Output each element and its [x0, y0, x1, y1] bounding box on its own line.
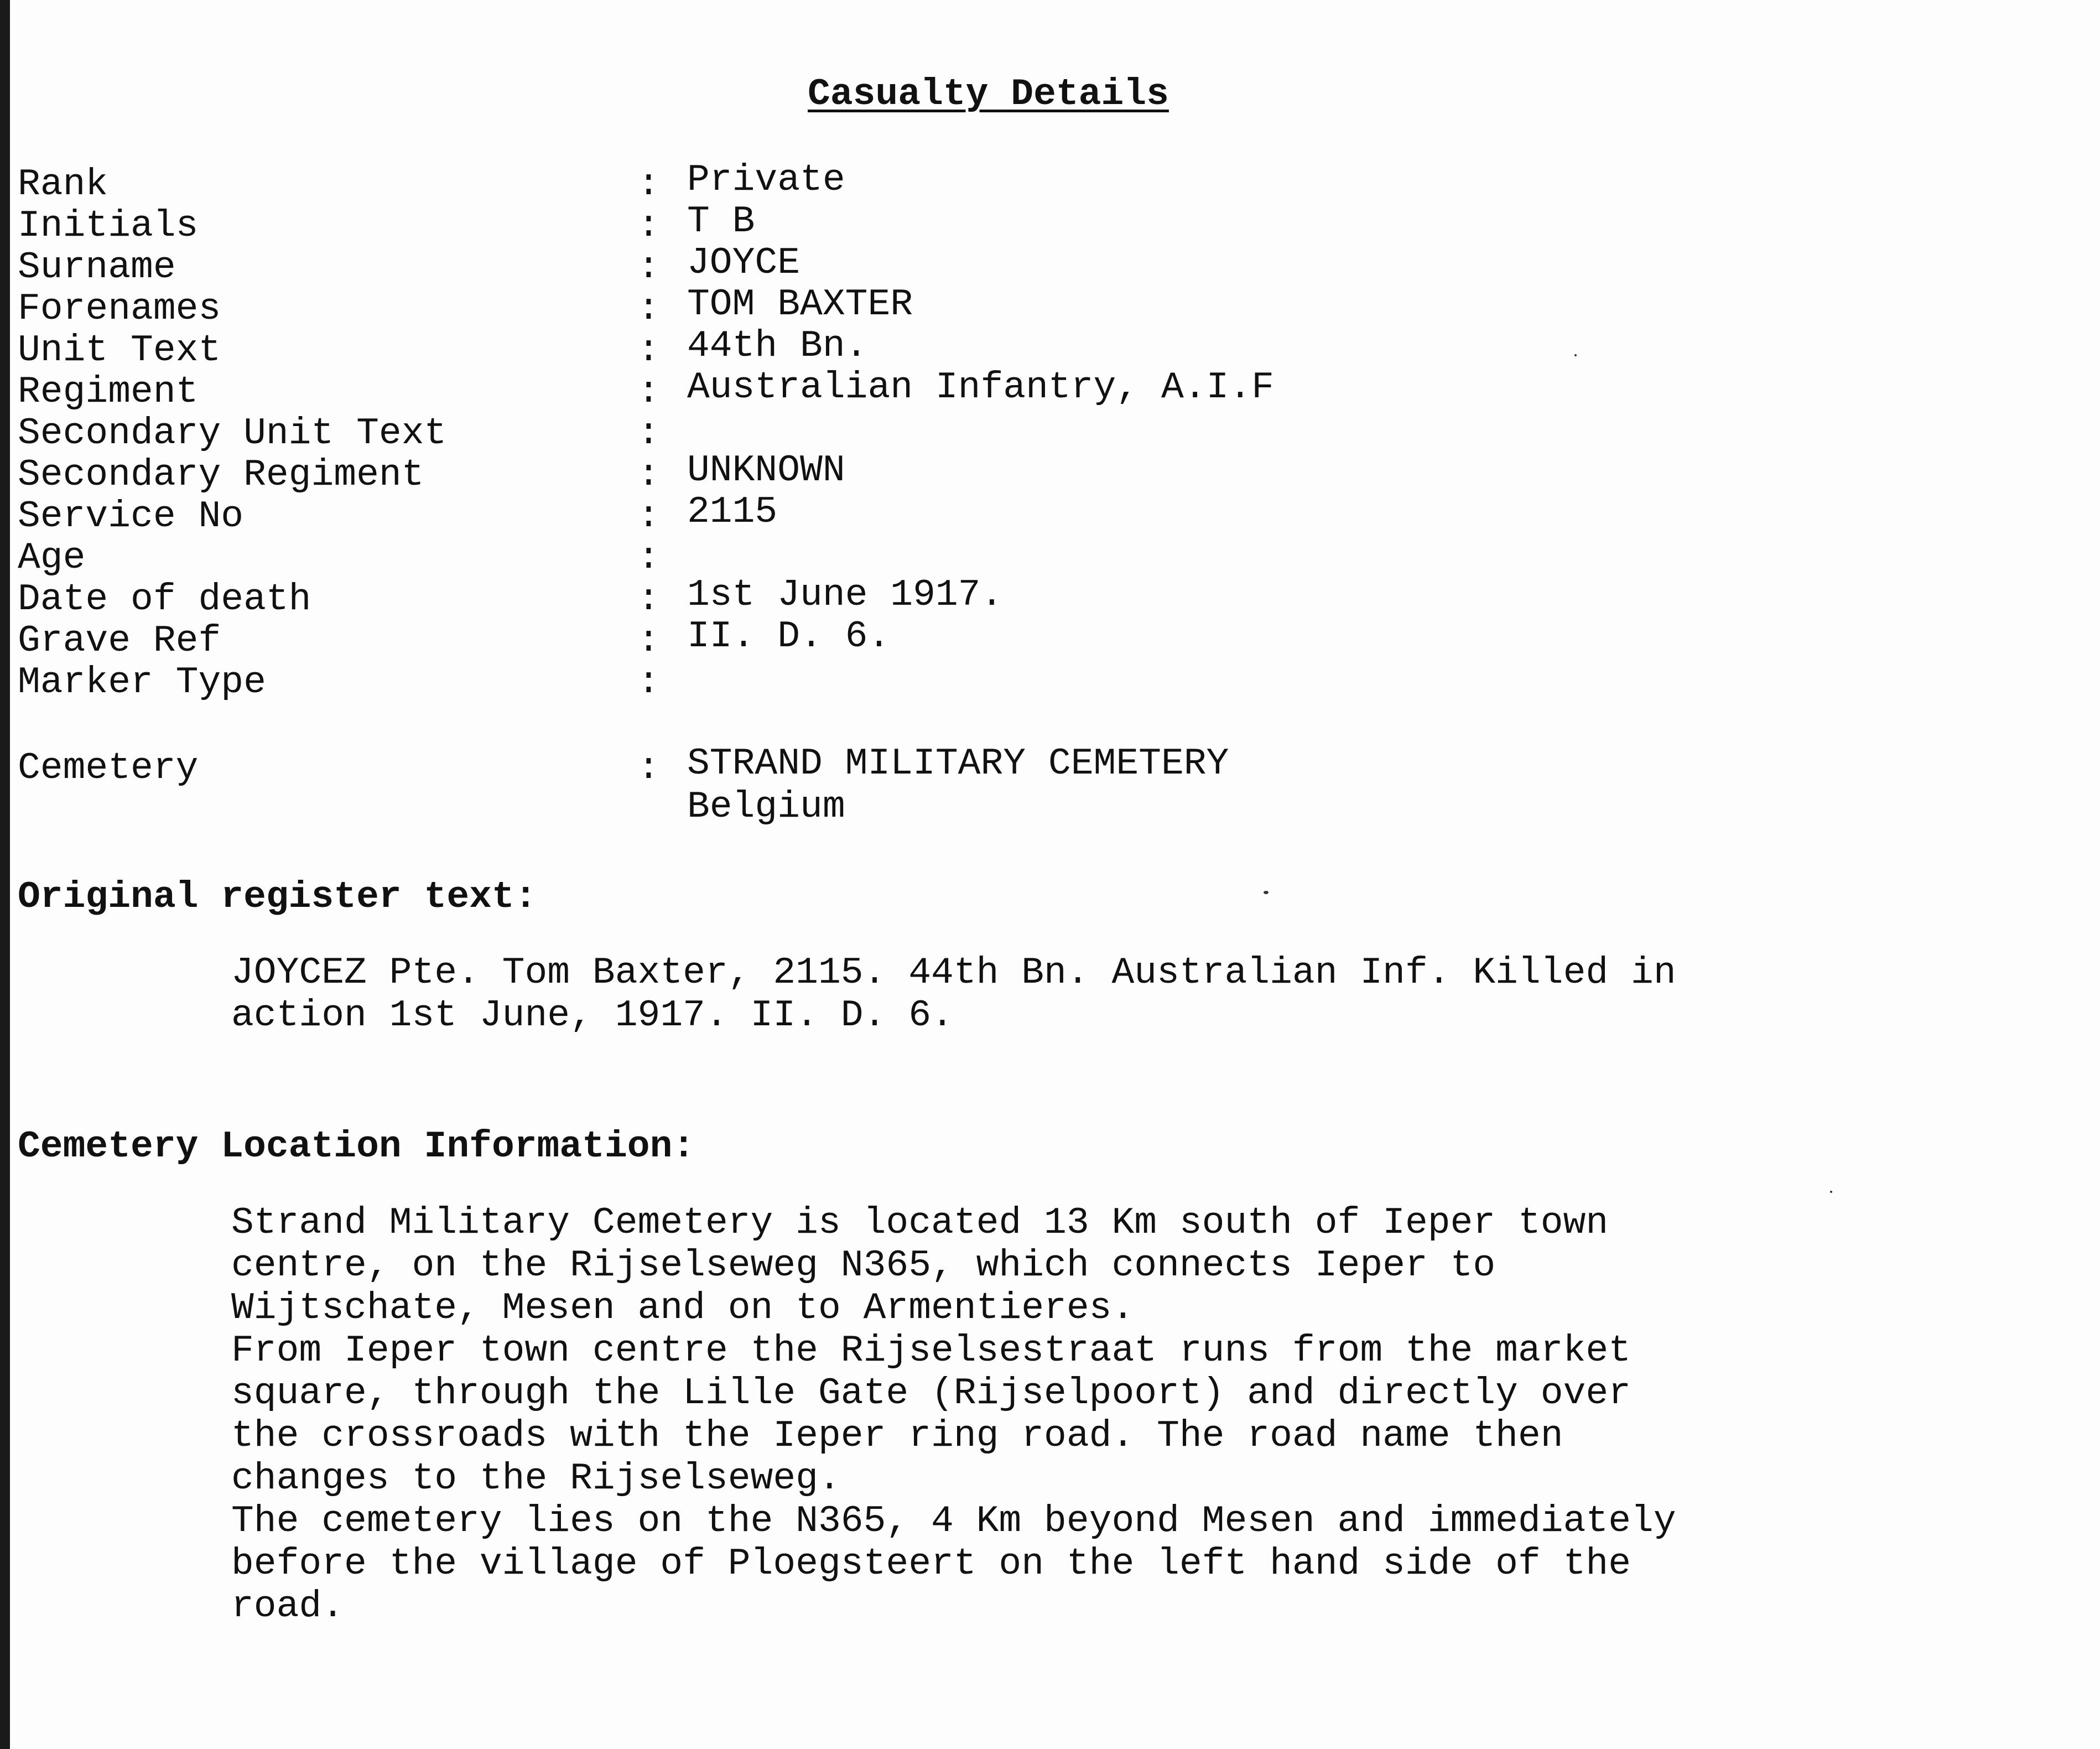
register-line: JOYCEZ Pte. Tom Baxter, 2115. 44th Bn. Australian Inf. Killed in: [231, 952, 1676, 994]
location-info-text: [231, 1202, 2057, 1628]
field-colon: :: [637, 412, 660, 455]
field-colon: :: [637, 537, 660, 579]
cemetery-name: STRAND MILITARY CEMETERY: [687, 743, 1229, 785]
field-row-secondary-unit-text: [18, 413, 2065, 454]
field-label: Grave Ref: [18, 620, 221, 662]
field-colon: :: [637, 661, 660, 704]
field-colon: :: [637, 288, 660, 330]
location-line: road.: [231, 1585, 345, 1628]
field-colon: :: [637, 578, 660, 621]
field-colon: :: [637, 163, 660, 206]
field-value: 1st June 1917.: [687, 574, 1004, 616]
field-colon: :: [637, 747, 660, 790]
field-label: Surname: [18, 246, 176, 289]
field-colon: :: [637, 205, 660, 247]
field-row-initials: [18, 200, 2065, 247]
location-line: Wijtschate, Mesen and on to Armentieres.: [231, 1287, 1135, 1330]
field-value: Australian Infantry, A.I.F: [687, 366, 1274, 409]
field-row-marker-type: [18, 662, 2065, 703]
field-label: Marker Type: [18, 661, 266, 704]
field-colon: :: [637, 454, 660, 496]
field-value: 44th Bn.: [687, 325, 868, 367]
field-row-regiment: [18, 366, 2065, 413]
field-row-rank: [18, 159, 2065, 206]
field-row-service-no: [18, 491, 2065, 538]
field-label: Secondary Unit Text: [18, 412, 447, 455]
scan-speck: [1264, 891, 1269, 894]
document-title: Casualty Details: [808, 73, 1169, 116]
field-row-forenames: [18, 283, 2065, 330]
field-value: UNKNOWN: [687, 449, 845, 492]
original-register-heading: Original register text:: [18, 876, 537, 918]
field-row-unit-text: [18, 325, 2065, 372]
cemetery-value: [687, 743, 1229, 829]
scan-speck: [1574, 354, 1577, 356]
location-line: From Ieper town centre the Rijselsestraat runs from the market: [231, 1330, 1631, 1372]
location-line: The cemetery lies on the N365, 4 Km beyond Mesen and immediately: [231, 1500, 1676, 1543]
field-label: Date of death: [18, 578, 311, 621]
field-value: T B: [687, 200, 755, 243]
cemetery-label: Cemetery: [18, 747, 199, 790]
location-line: the crossroads with the Ieper ring road. The road name then: [231, 1415, 1563, 1457]
location-info-heading: Cemetery Location Information:: [18, 1125, 695, 1168]
casualty-fields: [18, 159, 2065, 704]
field-label: Service No: [18, 495, 244, 538]
location-line: Strand Military Cemetery is located 13 Km south of Ieper town: [231, 1202, 1609, 1244]
field-colon: :: [637, 495, 660, 538]
location-line: changes to the Rijselseweg.: [231, 1457, 841, 1500]
location-line: before the village of Ploegsteert on the left hand side of the: [231, 1543, 1631, 1585]
field-row-secondary-regiment: [18, 449, 2065, 496]
field-label: Age: [18, 537, 86, 579]
field-label: Secondary Regiment: [18, 454, 424, 496]
field-row-surname: [18, 242, 2065, 289]
scan-left-edge: [0, 0, 10, 1749]
field-label: Unit Text: [18, 329, 221, 372]
field-colon: :: [637, 246, 660, 289]
field-value: 2115: [687, 491, 778, 533]
location-line: square, through the Lille Gate (Rijselpoort) and directly over: [231, 1372, 1631, 1415]
field-label: Rank: [18, 163, 108, 206]
register-line: action 1st June, 1917. II. D. 6.: [231, 994, 954, 1037]
field-row-grave-ref: [18, 615, 2065, 662]
field-colon: :: [637, 329, 660, 372]
field-label: Regiment: [18, 371, 199, 413]
field-row-date-of-death: [18, 574, 2065, 621]
field-value: II. D. 6.: [687, 615, 891, 658]
field-colon: :: [637, 620, 660, 662]
field-label: Initials: [18, 205, 199, 247]
field-colon: :: [637, 371, 660, 413]
field-value: JOYCE: [687, 242, 801, 284]
cemetery-field: [18, 743, 2065, 835]
original-register-text: [231, 952, 2057, 1037]
field-row-age: [18, 537, 2065, 579]
field-value: Private: [687, 159, 845, 201]
field-label: Forenames: [18, 288, 221, 330]
scan-speck: [1830, 1191, 1832, 1193]
cemetery-country: Belgium: [687, 786, 845, 828]
field-value: TOM BAXTER: [687, 283, 913, 326]
location-line: centre, on the Rijselseweg N365, which connects Ieper to: [231, 1244, 1496, 1287]
